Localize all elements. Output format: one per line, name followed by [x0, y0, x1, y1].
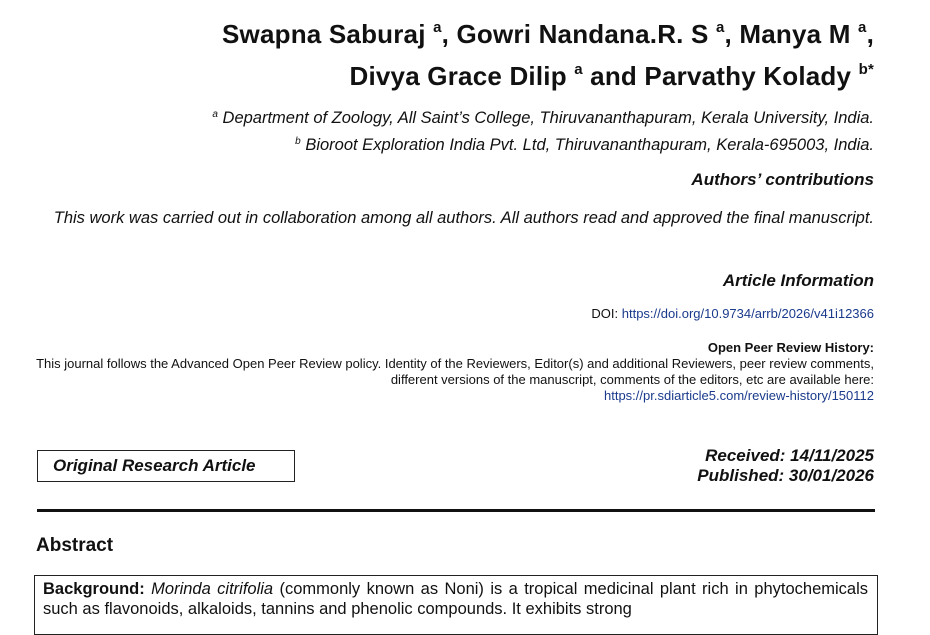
abstract-box — [34, 575, 878, 635]
author-affil-mark: a — [433, 19, 442, 36]
affiliation-text: Department of Zoology, All Saint’s College, Thiruvananthapuram, Kerala University, India. — [217, 109, 874, 127]
affiliation-mark: a — [212, 109, 218, 120]
author-line-1 — [222, 10, 874, 52]
affiliations — [212, 103, 874, 157]
abstract-label: Background: — [43, 580, 145, 598]
abstract-text: (commonly known as Noni) is a tropical medicinal plant rich in phytochemicals such as flavonoids, alkaloids, tannins and phenolic compounds. It exhibits strong — [43, 580, 868, 618]
received-date: Received: 14/11/2025 — [705, 446, 874, 465]
author-affil-mark: a — [715, 19, 725, 36]
affiliation-mark: b — [295, 136, 301, 147]
article-info-heading: Article Information — [722, 271, 874, 290]
author-name: and Parvathy Kolady — [582, 61, 859, 91]
species-name: Morinda citrifolia — [151, 580, 274, 598]
contributions-text: This work was carried out in collaboration among all authors. All authors read and approved the final manuscript. — [53, 209, 874, 227]
author-affil-mark: a — [574, 61, 583, 78]
peer-review-heading: Open Peer Review History: — [707, 340, 874, 355]
section-divider — [37, 509, 875, 512]
doi-line — [591, 306, 874, 321]
author-affil-mark: b* — [858, 61, 874, 78]
peer-review-block — [14, 356, 874, 404]
doi-label: DOI: — [591, 306, 622, 321]
author-name: , Manya M — [724, 19, 859, 49]
author-affil-mark: a — [858, 19, 867, 36]
affiliation-b — [212, 130, 874, 157]
author-name: Divya Grace Dilip — [349, 61, 575, 91]
contributions-heading: Authors’ contributions — [691, 170, 874, 189]
author-line-2 — [222, 52, 874, 94]
author-name: Swapna Saburaj — [222, 19, 434, 49]
published-date: Published: 30/01/2026 — [697, 466, 874, 485]
peer-review-text: This journal follows the Advanced Open Peer Review policy. Identity of the Reviewers, Editor(s) and additional Reviewers, peer review comments, different versions of the manuscript, comments of the editors, etc are available here: — [36, 356, 874, 387]
peer-review-link[interactable]: https://pr.sdiarticle5.com/review-history/150112 — [604, 388, 874, 403]
affiliation-a — [212, 103, 874, 130]
author-list — [222, 10, 874, 94]
abstract-heading: Abstract — [36, 535, 114, 556]
affiliation-text: Bioroot Exploration India Pvt. Ltd, Thiruvananthapuram, Kerala-695003, India. — [300, 136, 874, 154]
article-type-badge: Original Research Article — [37, 450, 295, 482]
article-dates — [697, 446, 874, 486]
doi-link[interactable]: https://doi.org/10.9734/arrb/2026/v41i12366 — [621, 306, 874, 321]
author-separator: , — [866, 19, 874, 49]
author-name: , Gowri Nandana.R. S — [441, 19, 716, 49]
